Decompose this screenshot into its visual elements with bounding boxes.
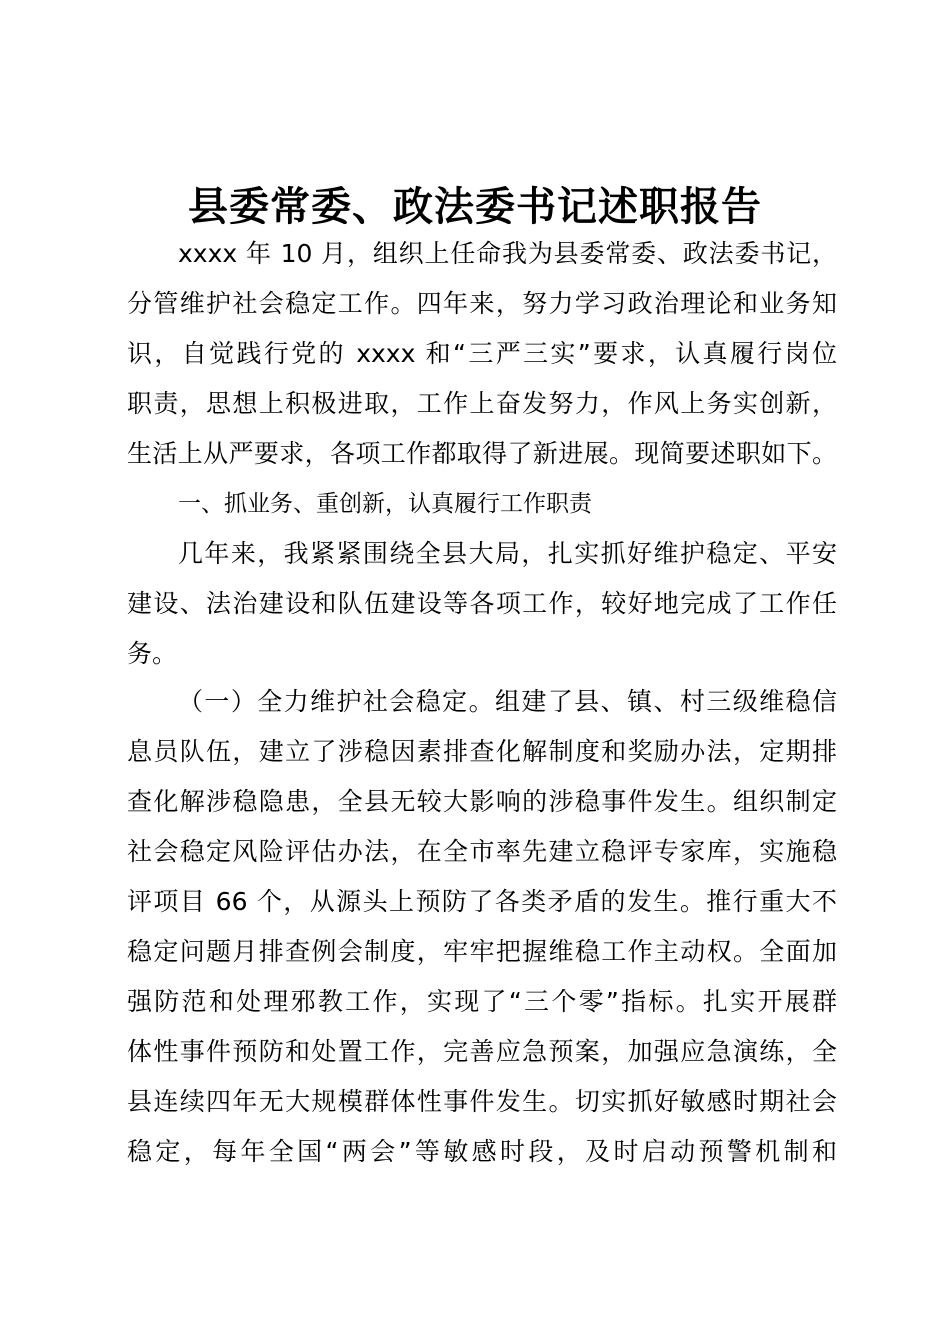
paragraph-line: xxxx 年 10 月，组织上任命我为县委常委、政法委书记， [178, 239, 837, 268]
paragraph-line: 生活上从严要求，各项工作都取得了新进展。现简要述职如下。 [127, 439, 837, 468]
paragraph-line: 识，自觉践行党的 xxxx 和“三严三实”要求，认真履行岗位 [127, 339, 837, 368]
paragraph-line: （一）全力维护社会稳定。组建了县、镇、村三级维稳信 [178, 687, 837, 716]
paragraph-line: 职责，思想上积极进取，工作上奋发努力，作风上务实创新， [127, 389, 837, 418]
paragraph-line: 县连续四年无大规模群体性事件发生。切实抓好敏感时期社会 [127, 1087, 837, 1116]
paragraph-line: 稳定，每年全国“两会”等敏感时段，及时启动预警机制和 [127, 1137, 837, 1166]
paragraph-line: 稳定问题月排查例会制度，牢牢把握维稳工作主动权。全面加 [127, 937, 837, 966]
paragraph-line: 体性事件预防和处置工作，完善应急预案，加强应急演练，全 [127, 1037, 837, 1066]
paragraph-line: 务。 [127, 639, 178, 668]
paragraph-line: 社会稳定风险评估办法，在全市率先建立稳评专家库，实施稳 [127, 837, 837, 866]
paragraph-line: 评项目 66 个，从源头上预防了各类矛盾的发生。推行重大不 [127, 887, 837, 916]
paragraph-line: 几年来，我紧紧围绕全县大局，扎实抓好维护稳定、平安 [178, 539, 837, 568]
paragraph-line: 息员队伍，建立了涉稳因素排查化解制度和奖励办法，定期排 [127, 737, 837, 766]
paragraph-line: 查化解涉稳隐患，全县无较大影响的涉稳事件发生。组织制定 [127, 787, 837, 816]
paragraph-line: 强防范和处理邪教工作，实现了“三个零”指标。扎实开展群 [127, 987, 837, 1016]
paragraph-line: 建设、法治建设和队伍建设等各项工作，较好地完成了工作任 [127, 589, 837, 618]
document-title: 县委常委、政法委书记述职报告 [188, 183, 762, 230]
section-heading: 一、抓业务、重创新，认真履行工作职责 [178, 491, 592, 517]
paragraph-line: 分管维护社会稳定工作。四年来，努力学习政治理论和业务知 [127, 289, 837, 318]
